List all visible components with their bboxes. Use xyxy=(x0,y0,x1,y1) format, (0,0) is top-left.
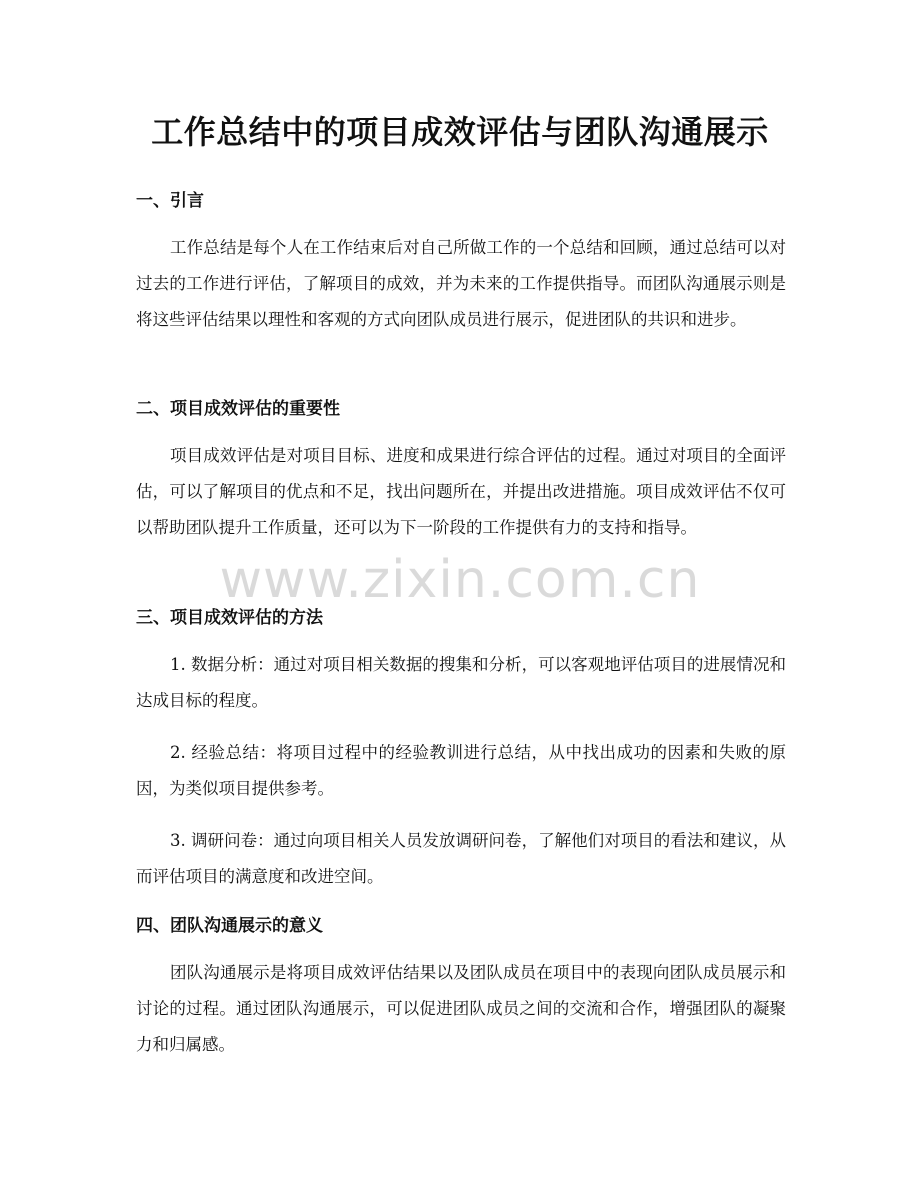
section-paragraph: 工作总结是每个人在工作结束后对自己所做工作的一个总结和回顾，通过总结可以对过去的工作进行评估，了解项目的成效，并为未来的工作提供指导。而团队沟通展示则是将这些评估结果以理性和客观的方式向团队成员进行展示，促进团队的共识和进步。 xyxy=(136,238,786,329)
page-title: 工作总结中的项目成效评估与团队沟通展示 xyxy=(151,113,769,151)
list-item: 3. 调研问卷：通过向项目相关人员发放调研问卷，了解他们对项目的看法和建议，从而评估项目的满意度和改进空间。 xyxy=(136,831,786,886)
section-introduction xyxy=(136,188,786,338)
section-heading: 二、项目成效评估的重要性 xyxy=(136,399,340,419)
section-methods xyxy=(136,605,786,895)
section-importance xyxy=(136,396,786,546)
section-paragraph: 项目成效评估是对项目目标、进度和成果进行综合评估的过程。通过对项目的全面评估，可以了解项目的优点和不足，找出问题所在，并提出改进措施。项目成效评估不仅可以帮助团队提升工作质量，还可以为下一阶段的工作提供有力的支持和指导。 xyxy=(136,446,786,537)
section-paragraph: 团队沟通展示是将项目成效评估结果以及团队成员在项目中的表现向团队成员展示和讨论的过程。通过团队沟通展示，可以促进团队成员之间的交流和合作，增强团队的凝聚力和归属感。 xyxy=(136,963,786,1054)
section-heading: 三、项目成效评估的方法 xyxy=(136,608,323,628)
section-team-communication xyxy=(136,913,786,1063)
list-item: 2. 经验总结：将项目过程中的经验教训进行总结，从中找出成功的因素和失败的原因，为类似项目提供参考。 xyxy=(136,743,786,798)
list-item: 1. 数据分析：通过对项目相关数据的搜集和分析，可以客观地评估项目的进展情况和达成目标的程度。 xyxy=(136,655,786,710)
section-heading: 一、引言 xyxy=(136,191,204,211)
watermark: www.zixin.com.cn xyxy=(219,550,701,610)
section-heading: 四、团队沟通展示的意义 xyxy=(136,916,323,936)
